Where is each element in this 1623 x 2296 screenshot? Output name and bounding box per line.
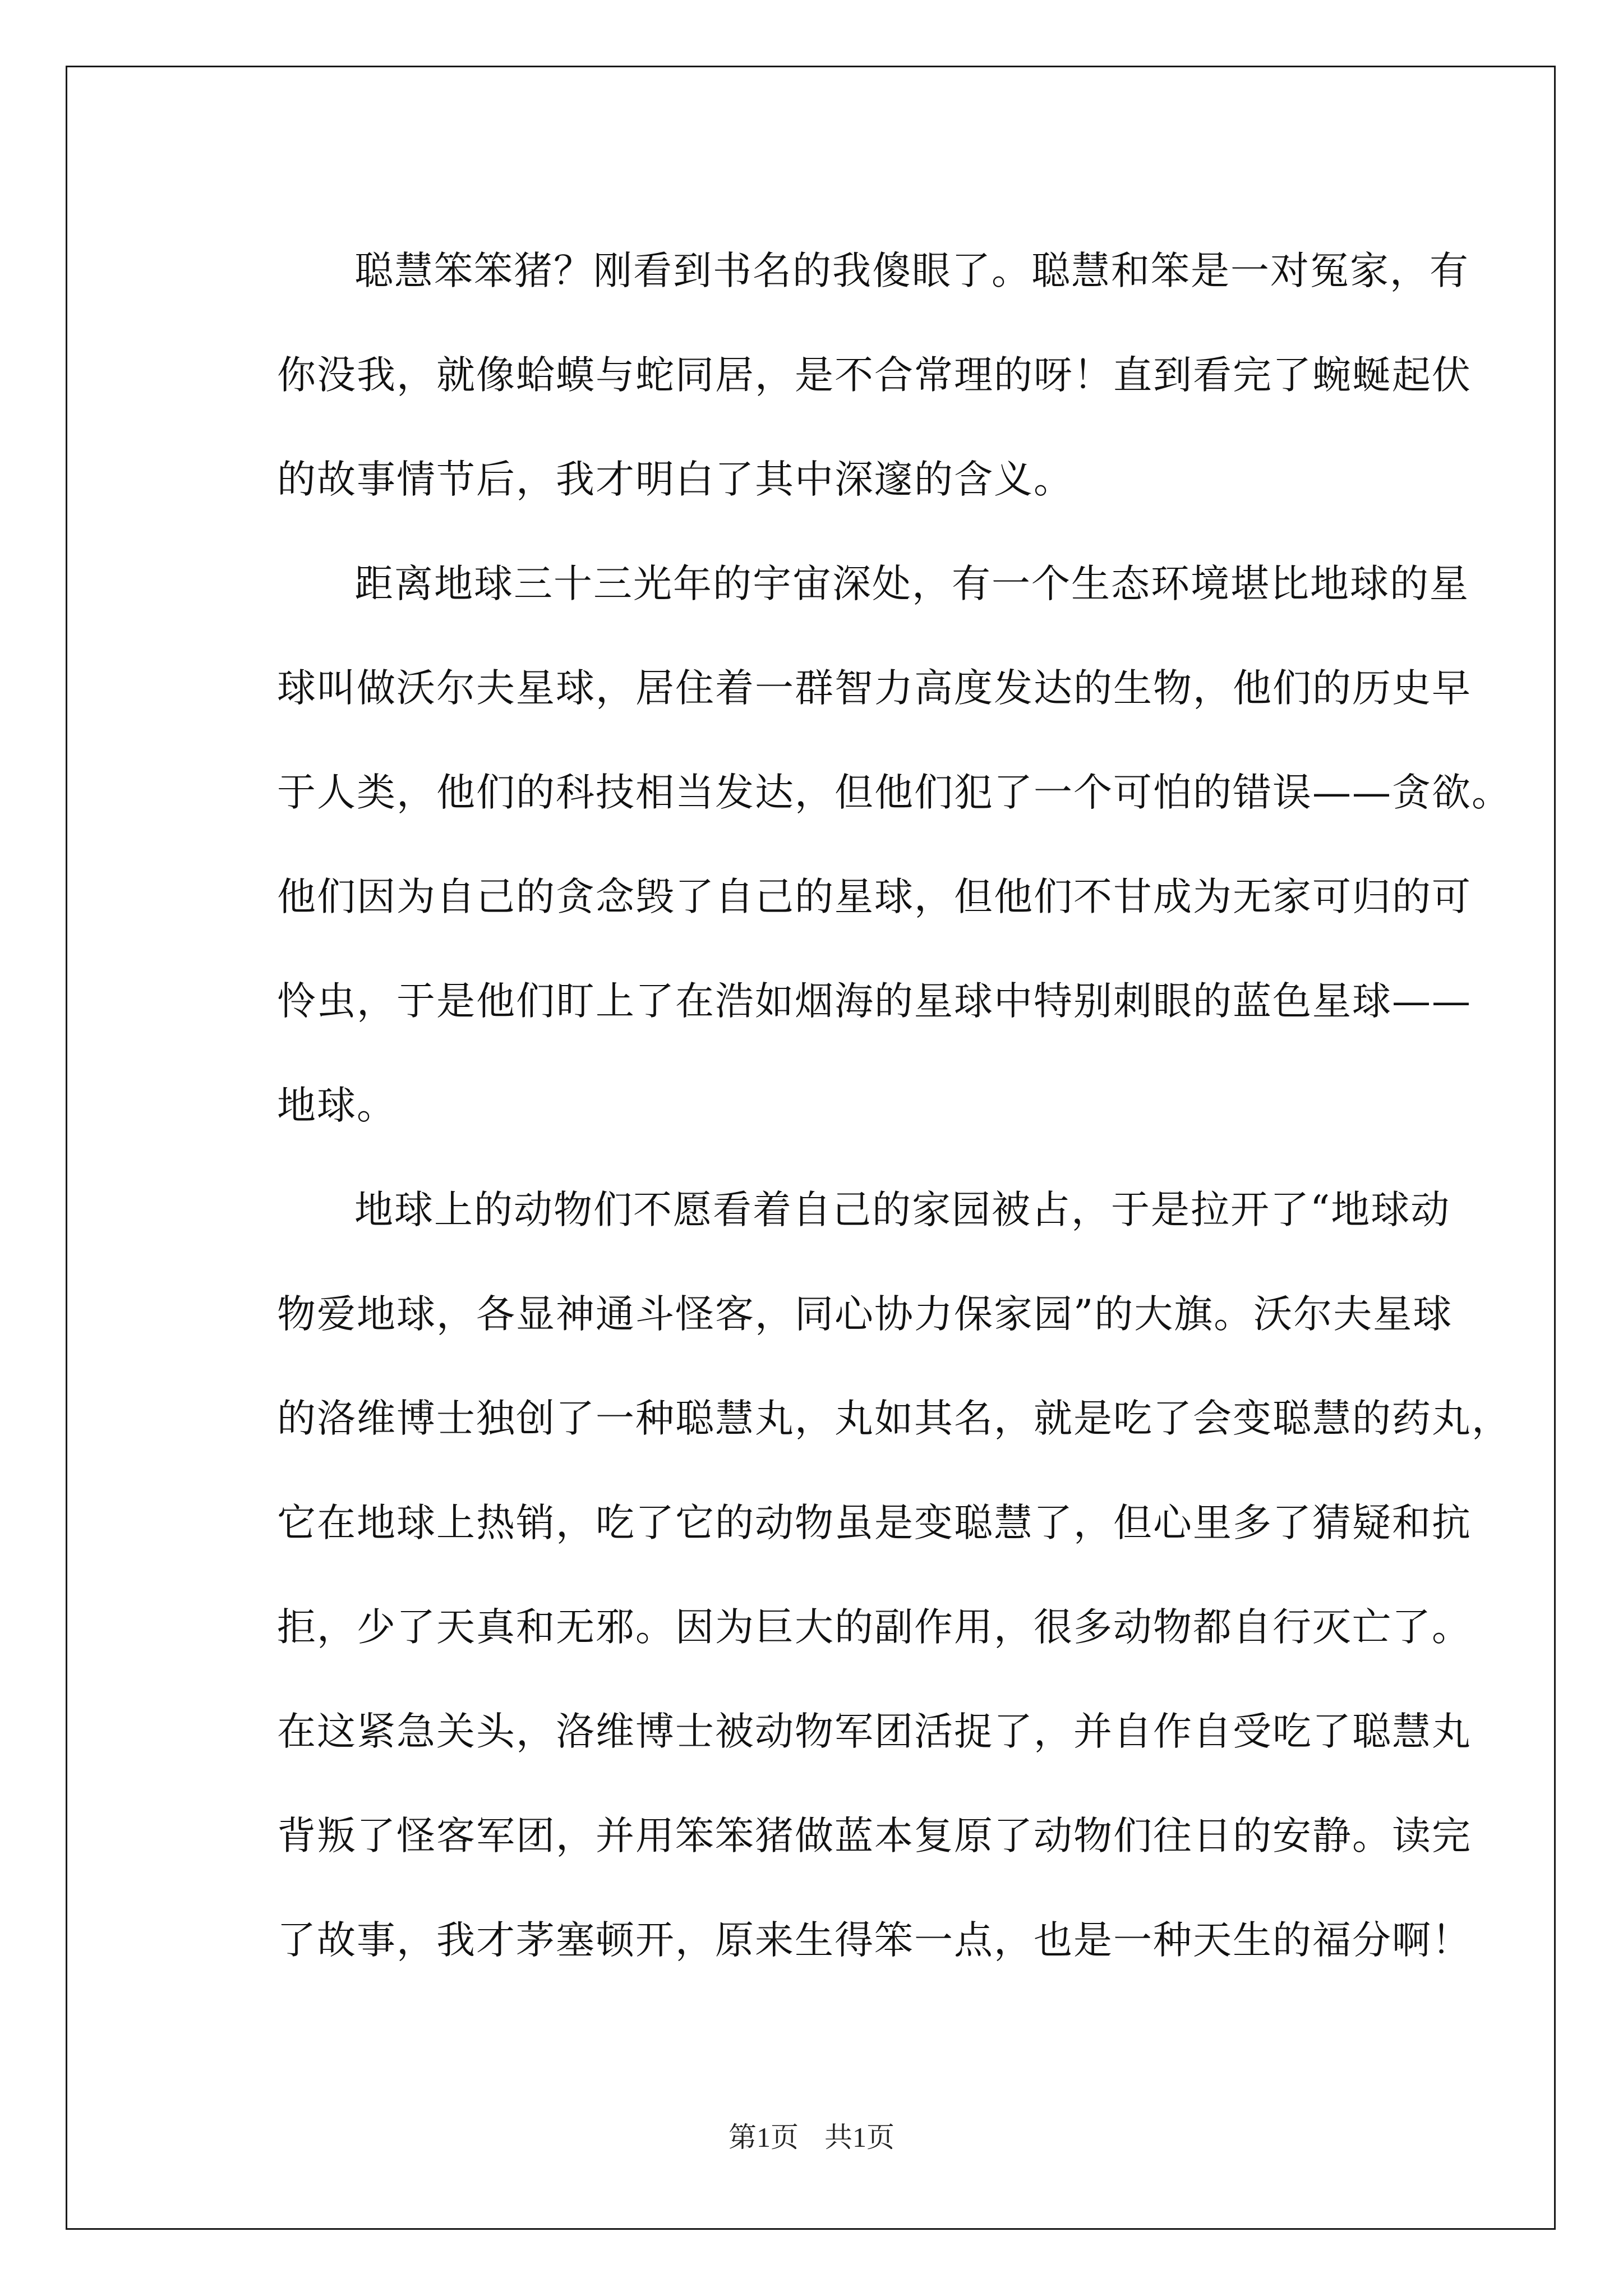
text-line: 拒，少了天真和无邪。因为巨大的副作用，很多动物都自行灭亡了。 [277,1605,1472,1650]
page-footer [0,2115,1623,2155]
text-line: 物爱地球，各显神通斗怪客，同心协力保家园”的大旗。沃尔夫星球 [277,1292,1453,1337]
text-line: 你没我，就像蛤蟆与蛇同居，是不合常理的呀！直到看完了蜿蜒起伏 [277,353,1472,398]
page-number: 第1页 [728,2122,799,2153]
text-line: 聪慧笨笨猪？刚看到书名的我傻眼了。聪慧和笨是一对冤家，有 [354,249,1469,293]
text-line: 于人类，他们的科技相当发达，但他们犯了一个可怕的错误——贪欲。 [277,770,1511,815]
paragraph-3 [200,1158,1511,1993]
text-line: 距离地球三十三光年的宇宙深处，有一个生态环境堪比地球的星 [354,562,1469,606]
text-line: 了故事，我才茅塞顿开，原来生得笨一点，也是一种天生的福分啊！ [277,1918,1472,1963]
page-total: 共1页 [824,2122,895,2153]
text-line: 地球上的动物们不愿看着自己的家园被占，于是拉开了“地球动 [354,1188,1451,1232]
paragraph-1 [200,219,1472,532]
paragraph-2 [200,532,1511,1158]
document-body [200,219,1511,1993]
text-line: 的故事情节后，我才明白了其中深邃的含义。 [277,457,1073,502]
text-line: 球叫做沃尔夫星球，居住着一群智力高度发达的生物，他们的历史早 [277,666,1472,711]
text-line: 怜虫，于是他们盯上了在浩如烟海的星球中特别刺眼的蓝色星球—— [277,979,1472,1024]
text-line: 在这紧急关头，洛维博士被动物军团活捉了，并自作自受吃了聪慧丸 [277,1709,1472,1754]
text-line: 地球。 [277,1083,396,1128]
text-line: 他们因为自己的贪念毁了自己的星球，但他们不甘成为无家可归的可 [277,875,1472,919]
text-line: 它在地球上热销，吃了它的动物虽是变聪慧了，但心里多了猜疑和抗 [277,1501,1472,1545]
text-line: 背叛了怪客军团，并用笨笨猪做蓝本复原了动物们往日的安静。读完 [277,1814,1472,1858]
text-line: 的洛维博士独创了一种聪慧丸，丸如其名，就是吃了会变聪慧的药丸， [277,1396,1511,1441]
